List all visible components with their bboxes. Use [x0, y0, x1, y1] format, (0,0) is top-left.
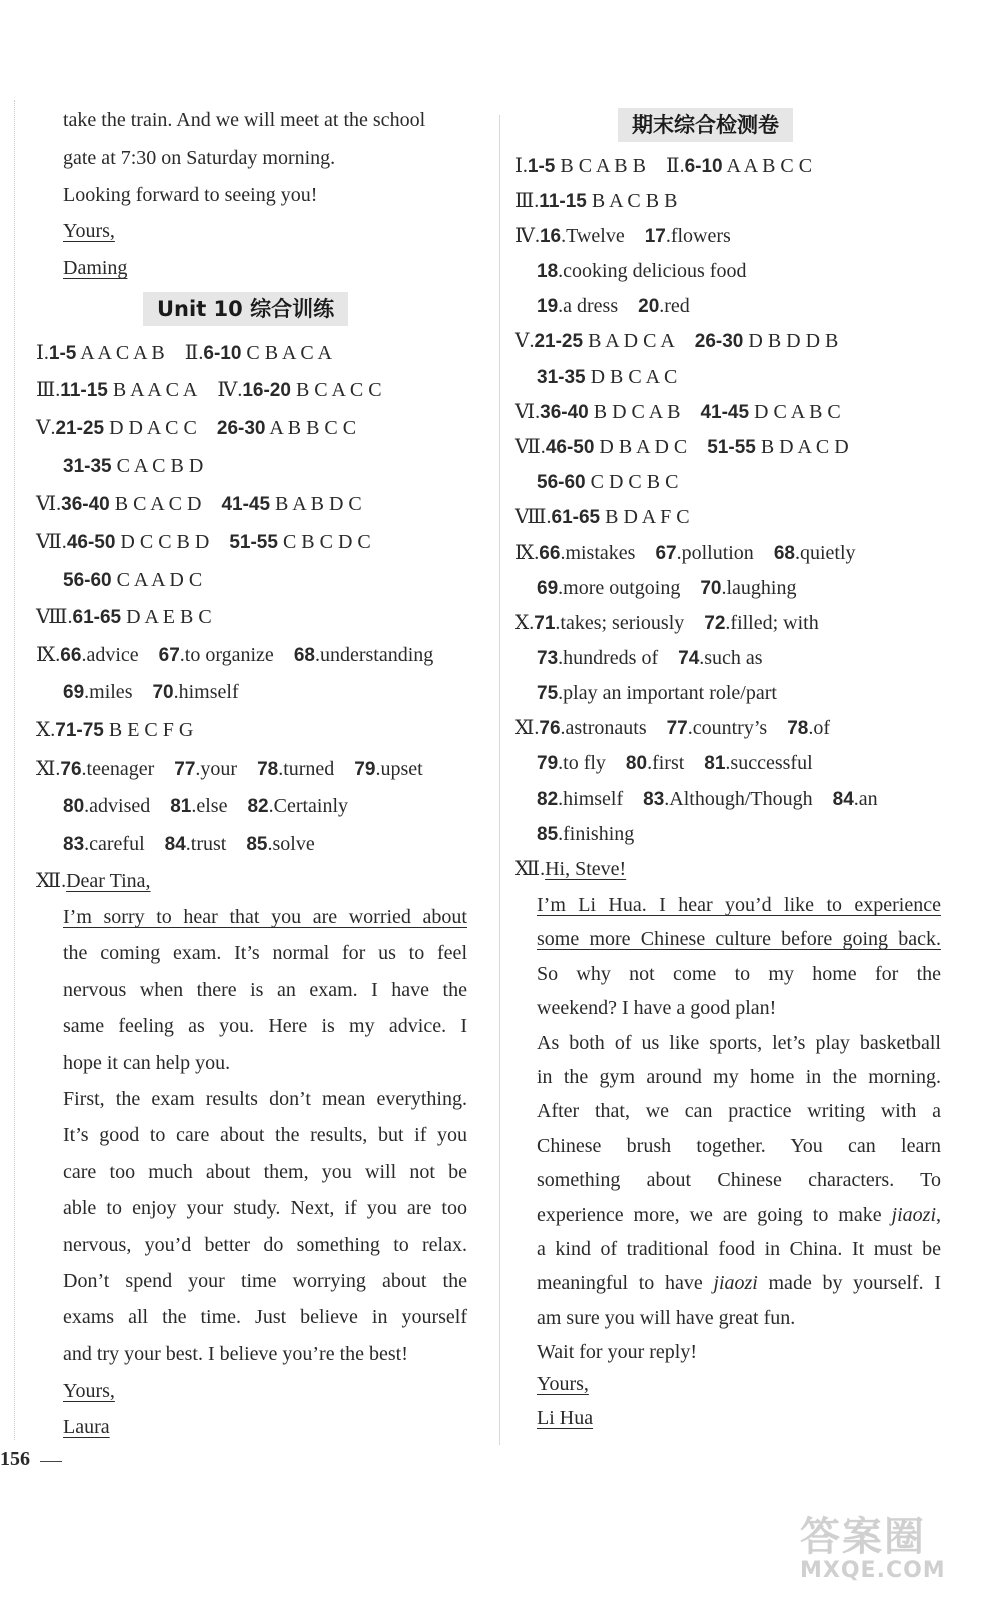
letter-line: some more Chinese culture before going back.: [537, 928, 941, 951]
question-number: 79: [537, 753, 559, 774]
answer-row: 80.advised 81.else 82.Certainly: [63, 795, 349, 817]
answer-word: upset: [380, 758, 423, 780]
answer-row: 75.play an important role/part: [537, 682, 777, 704]
question-number: 66: [60, 645, 82, 666]
answer-key: B E C F G: [108, 719, 194, 741]
letter-line: It’s good to care about the results, but if you: [63, 1124, 467, 1147]
unit-10-heading: Unit 10 综合训练: [143, 292, 348, 326]
section-label: Ⅰ.: [515, 155, 528, 177]
question-number: 18: [537, 261, 559, 282]
answer-row: [537, 364, 677, 390]
letter-line: a kind of traditional food in China. It must be: [537, 1237, 941, 1260]
section-label: Ⅱ.: [184, 342, 204, 364]
letter-line: I’m Li Hua. I hear you’d like to experience: [537, 894, 941, 916]
section-label: Ⅴ.: [36, 417, 56, 439]
question-range: 51-55: [707, 437, 756, 458]
answer-row: [515, 153, 812, 179]
letter-line: exams all the time. Just believe in yourself: [63, 1306, 467, 1329]
letter-line: nervous, you’d better do something to relax.: [63, 1233, 467, 1256]
question-number: 79: [354, 759, 376, 780]
letter-line: able to enjoy your study. Next, if you are too: [63, 1197, 467, 1220]
question-number: 84: [832, 789, 854, 810]
answer-row: 69.more outgoing 70.laughing: [537, 577, 797, 599]
question-number: 78: [787, 718, 809, 739]
section-label: Ⅺ.: [36, 758, 61, 780]
answer-row: 73.hundreds of 74.such as: [537, 647, 763, 669]
intro-signature: Daming: [63, 257, 128, 279]
question-range: 61-65: [72, 607, 122, 628]
letter-body: [63, 899, 467, 1372]
letter-line: After that, we can practice writing with a: [537, 1100, 941, 1123]
answer-row: Ⅸ.66.mistakes 67.pollution 68.quietly: [515, 542, 856, 564]
section-label: Ⅰ.: [36, 342, 49, 364]
question-range: 21-25: [534, 331, 584, 352]
answer-key: D D A C C: [109, 417, 197, 439]
letter-signature: Laura: [63, 1416, 110, 1438]
question-number: 16: [539, 226, 562, 247]
question-number: 72: [704, 613, 726, 634]
answer-word: mistakes: [565, 542, 636, 564]
answer-row: 82.himself 83.Although/Though 84.an: [537, 788, 878, 810]
answer-key: C A A D C: [116, 569, 203, 591]
question-number: 69: [537, 578, 559, 599]
letter-line: First, the exam results don’t mean everything.: [63, 1087, 467, 1110]
question-range: 41-45: [221, 494, 271, 515]
page-number-dash: [40, 1461, 62, 1462]
answer-word: successful: [730, 752, 813, 774]
letter-greeting: Hi, Steve!: [545, 858, 627, 880]
question-number: 19: [537, 296, 559, 317]
question-range: 1-5: [48, 343, 77, 364]
answer-word: Although/Though: [669, 788, 813, 810]
question-number: 82: [537, 789, 559, 810]
question-number: 81: [170, 796, 192, 817]
answer-row: [36, 340, 332, 366]
answer-key: B D A F C: [605, 506, 690, 528]
answer-word: teenager: [86, 758, 155, 780]
question-number: 83: [63, 834, 85, 855]
answer-key: A A C A B: [80, 342, 165, 364]
question-range: 51-55: [229, 532, 278, 553]
answer-word: advice: [86, 644, 139, 666]
question-range: 36-40: [61, 494, 110, 515]
question-range: 16-20: [242, 380, 291, 401]
question-number: 71: [534, 613, 556, 634]
watermark-logo: [800, 1505, 990, 1595]
answer-row: 19.a dress 20.red: [537, 295, 690, 317]
answer-row: Ⅸ.66.advice 67.to organize 68.understanding: [36, 644, 434, 666]
section-label: Ⅻ.: [515, 858, 546, 880]
answer-word: else: [196, 795, 228, 817]
letter-line: care too much about them, you will not be: [63, 1160, 467, 1183]
answer-row: 83.careful 84.trust 85.solve: [63, 833, 315, 855]
question-number: 68: [773, 543, 795, 564]
letter-line: So why not come to my home for the: [537, 962, 941, 985]
intro-closing: Yours,: [63, 220, 115, 242]
question-range: 46-50: [66, 532, 116, 553]
question-range: 31-35: [537, 367, 586, 388]
answer-key: B A A C A: [112, 379, 198, 401]
letter-line: in the gym around my home in the morning.: [537, 1065, 941, 1088]
answer-word: solve: [272, 833, 315, 855]
answer-key: B C A C D: [114, 493, 202, 515]
question-number: 80: [63, 796, 85, 817]
section-label: Ⅸ.: [515, 542, 540, 564]
answer-row: [515, 856, 626, 882]
question-range: 6-10: [203, 343, 242, 364]
question-range: 61-65: [551, 507, 601, 528]
section-label: Ⅲ.: [36, 379, 61, 401]
question-number: 85: [246, 834, 268, 855]
italic-word: jiaozi: [891, 1203, 936, 1226]
answer-word: takes; seriously: [560, 612, 685, 634]
question-range: 11-15: [60, 380, 108, 401]
question-range: 26-30: [694, 331, 744, 352]
answer-word: country’s: [692, 717, 768, 739]
question-number: 84: [164, 834, 186, 855]
answer-word: miles: [89, 681, 133, 703]
question-range: 11-15: [539, 191, 587, 212]
answer-key: C A C B D: [116, 455, 204, 477]
section-label: Ⅹ.: [36, 719, 56, 741]
page-edge: [14, 100, 17, 1440]
answer-key: B C A C C: [295, 379, 382, 401]
question-number: 20: [638, 296, 660, 317]
answer-word: quietly: [799, 542, 856, 564]
answer-row: [515, 434, 849, 460]
answer-word: laughing: [726, 577, 797, 599]
answer-word: flowers: [670, 225, 731, 247]
letter-line: Wait for your reply!: [537, 1341, 697, 1364]
question-number: 76: [539, 718, 561, 739]
answer-key: B D C A B: [593, 401, 681, 423]
answer-row: [515, 504, 690, 530]
question-number: 77: [174, 759, 196, 780]
question-number: 66: [539, 543, 561, 564]
section-label: Ⅸ.: [36, 644, 61, 666]
intro-line-2: gate at 7:30 on Saturday morning.: [63, 147, 336, 169]
letter-line: experience more, we are going to make jiaozi,: [537, 1203, 941, 1226]
question-number: 74: [678, 648, 700, 669]
answer-key: A B B C C: [269, 417, 357, 439]
letter-line: hope it can help you.: [63, 1051, 231, 1074]
final-exam-heading: 期末综合检测卷: [618, 108, 793, 142]
intro-line-1: take the train. And we will meet at the school: [63, 109, 426, 131]
section-label: Ⅷ.: [515, 506, 552, 528]
answer-row: Ⅺ.76.astronauts 77.country’s 78.of: [515, 717, 830, 739]
letter-line: same feeling as you. Here is my advice. I: [63, 1015, 467, 1038]
letter-line: and try your best. I believe you’re the best!: [63, 1342, 408, 1365]
answer-word: trust: [190, 833, 227, 855]
question-range: 31-35: [63, 456, 112, 477]
question-number: 70: [152, 682, 174, 703]
answer-row: [515, 328, 838, 354]
answer-key: D C A B C: [754, 401, 841, 423]
question-number: 68: [293, 645, 315, 666]
section-label: Ⅳ.: [217, 379, 243, 401]
answer-word: himself: [563, 788, 624, 810]
section-label: Ⅹ.: [515, 612, 535, 634]
italic-word: jiaozi: [713, 1272, 758, 1295]
question-number: 77: [666, 718, 688, 739]
question-number: 80: [625, 753, 648, 774]
answer-word: a dress: [563, 295, 619, 317]
letter-signature: Li Hua: [537, 1407, 594, 1429]
section-label: Ⅳ.: [515, 225, 540, 247]
answer-word: more outgoing: [563, 577, 681, 599]
section-label: Ⅶ.: [515, 436, 546, 458]
answer-row: [36, 415, 356, 441]
answer-word: an: [858, 788, 878, 810]
answer-key: B C A B B: [560, 155, 646, 177]
answer-word: advised: [89, 795, 151, 817]
answer-row: [515, 188, 677, 214]
answer-word: Twelve: [566, 225, 625, 247]
question-range: 71-75: [55, 720, 104, 741]
letter-line: am sure you will have great fun.: [537, 1306, 796, 1329]
answer-row: [63, 567, 202, 593]
answer-row: [36, 604, 212, 630]
question-range: 6-10: [684, 156, 723, 177]
question-range: 56-60: [63, 570, 112, 591]
section-label: Ⅷ.: [36, 606, 73, 628]
page-number: 156: [0, 1448, 30, 1470]
answer-row: 69.miles 70.himself: [63, 681, 239, 703]
letter-closing: Yours,: [537, 1373, 589, 1395]
letter-line: weekend? I have a good plan!: [537, 997, 777, 1020]
answer-row: 18.cooking delicious food: [537, 260, 747, 282]
question-number: 83: [643, 789, 665, 810]
letter-line: Chinese brush together. You can learn: [537, 1134, 941, 1157]
watermark-top-text: 答案圈: [800, 1514, 926, 1560]
answer-word: pollution: [681, 542, 754, 564]
question-number: 69: [63, 682, 85, 703]
answer-word: your: [200, 758, 238, 780]
section-label: Ⅵ.: [515, 401, 541, 423]
question-range: 56-60: [537, 472, 586, 493]
letter-line: I’m sorry to hear that you are worried about: [63, 906, 467, 928]
question-number: 73: [537, 648, 559, 669]
letter-line: something about Chinese characters. To: [537, 1169, 941, 1192]
answer-word: first: [652, 752, 685, 774]
answer-word: filled; with: [730, 612, 819, 634]
answer-key: A A B C C: [726, 155, 813, 177]
answer-row: [36, 377, 382, 403]
answer-key: B A B D C: [275, 493, 362, 515]
answer-key: D B C A C: [590, 366, 678, 388]
letter-line: nervous when there is an exam. I have the: [63, 978, 467, 1001]
question-number: 17: [644, 226, 666, 247]
answer-key: B A D C A: [588, 330, 675, 352]
section-label: Ⅻ.: [36, 870, 67, 892]
letter-line: the coming exam. It’s normal for us to feel: [63, 942, 467, 965]
answer-key: D C C B D: [120, 531, 210, 553]
letter-closing: Yours,: [63, 1380, 115, 1402]
answer-word: astronauts: [565, 717, 647, 739]
answer-key: D B D D B: [748, 330, 839, 352]
letter-line: Don’t spend your time worrying about the: [63, 1269, 467, 1292]
answer-word: to fly: [563, 752, 606, 774]
answer-key: C D C B C: [590, 471, 679, 493]
answer-word: understanding: [319, 644, 434, 666]
question-number: 81: [704, 753, 726, 774]
answer-row: [537, 469, 678, 495]
letter-greeting: Dear Tina,: [66, 870, 151, 892]
question-number: 82: [247, 796, 269, 817]
answer-row: [36, 529, 371, 555]
section-label: Ⅱ.: [665, 155, 685, 177]
answer-row: 79.to fly 80.first 81.successful: [537, 752, 813, 774]
answer-word: finishing: [563, 823, 635, 845]
answer-word: careful: [89, 833, 145, 855]
question-number: 67: [655, 543, 677, 564]
intro-line-3: Looking forward to seeing you!: [63, 184, 318, 206]
answer-word: turned: [283, 758, 335, 780]
section-label: Ⅵ.: [36, 493, 62, 515]
column-divider: [499, 115, 500, 1445]
answer-key: C B A C A: [246, 342, 333, 364]
answer-row: [36, 717, 193, 743]
answer-word: such as: [704, 647, 763, 669]
question-number: 78: [257, 759, 279, 780]
answer-key: B A C B B: [591, 190, 678, 212]
answer-word: Certainly: [273, 795, 349, 817]
question-number: 76: [60, 759, 82, 780]
question-range: 21-25: [55, 418, 105, 439]
answer-key: B D A C D: [760, 436, 849, 458]
answer-row: Ⅹ.71.takes; seriously 72.filled; with: [515, 612, 819, 634]
question-range: 26-30: [216, 418, 266, 439]
answer-word: cooking delicious food: [563, 260, 747, 282]
answer-word: to organize: [184, 644, 274, 666]
answer-row: Ⅳ.16.Twelve 17.flowers: [515, 225, 731, 247]
question-range: 1-5: [527, 156, 556, 177]
question-range: 41-45: [700, 402, 750, 423]
answer-word: hundreds of: [563, 647, 659, 669]
answer-row: [36, 868, 151, 894]
letter-body: [537, 888, 941, 1369]
question-number: 85: [537, 824, 559, 845]
answer-word: red: [664, 295, 690, 317]
letter-line: meaningful to have jiaozi made by yourself. I: [537, 1272, 941, 1295]
section-label: Ⅺ.: [515, 717, 540, 739]
section-label: Ⅴ.: [515, 330, 535, 352]
answer-key: D B A D C: [599, 436, 688, 458]
question-number: 67: [158, 645, 180, 666]
watermark-bottom-text: MXQE.COM: [800, 1558, 946, 1583]
question-range: 46-50: [545, 437, 595, 458]
section-label: Ⅲ.: [515, 190, 540, 212]
answer-row: [63, 453, 203, 479]
question-number: 70: [700, 578, 722, 599]
answer-row: [515, 399, 841, 425]
answer-word: himself: [178, 681, 239, 703]
answer-key: C B C D C: [282, 531, 371, 553]
answer-row: 85.finishing: [537, 823, 635, 845]
section-label: Ⅶ.: [36, 531, 67, 553]
question-number: 75: [537, 683, 559, 704]
question-range: 36-40: [540, 402, 589, 423]
answer-row: Ⅺ.76.teenager 77.your 78.turned 79.upset: [36, 758, 423, 780]
answer-row: [36, 491, 362, 517]
answer-word: play an important role/part: [563, 682, 777, 704]
answer-word: of: [813, 717, 830, 739]
answer-key: D A E B C: [126, 606, 212, 628]
letter-line: As both of us like sports, let’s play basketball: [537, 1031, 941, 1054]
